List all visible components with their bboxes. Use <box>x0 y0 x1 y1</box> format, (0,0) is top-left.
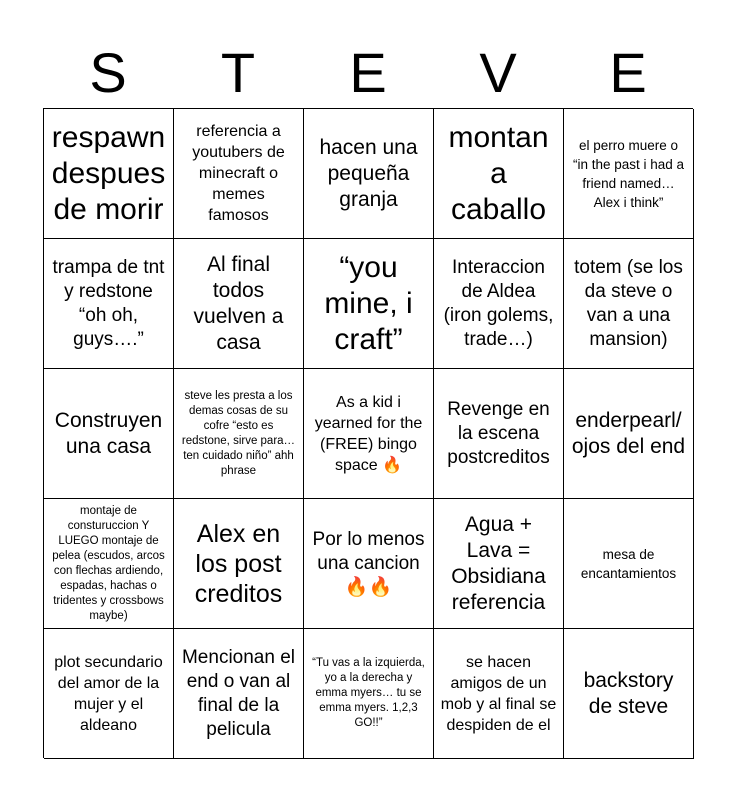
title-letter-e2: E <box>609 41 647 104</box>
cell-text: montan a caballo <box>448 120 549 226</box>
cell-text: Construyen una casa <box>54 408 163 458</box>
bingo-cell[interactable] <box>44 239 174 369</box>
cell-text: Mencionan el end o van al final de la pelicula <box>181 646 296 740</box>
bingo-cell[interactable] <box>44 629 174 759</box>
bingo-cell[interactable] <box>174 109 304 239</box>
bingo-cell[interactable] <box>564 629 694 759</box>
bingo-title <box>43 38 693 108</box>
cell-text: enderpearl/ ojos del end <box>571 408 686 458</box>
bingo-cell[interactable] <box>304 239 434 369</box>
cell-text: totem (se los da steve o van a una mansion) <box>574 256 683 350</box>
cell-text: Por lo menos una cancion 🔥🔥 <box>312 528 425 598</box>
bingo-cell[interactable] <box>434 629 564 759</box>
cell-text: mesa de encantamientos <box>580 546 677 581</box>
bingo-cell[interactable] <box>174 629 304 759</box>
bingo-cell[interactable] <box>564 499 694 629</box>
bingo-cell[interactable] <box>304 109 434 239</box>
bingo-cell[interactable] <box>174 499 304 629</box>
bingo-grid <box>43 108 693 758</box>
bingo-cell[interactable] <box>44 499 174 629</box>
cell-text: “you mine, i craft” <box>324 250 413 356</box>
bingo-cell[interactable] <box>434 499 564 629</box>
bingo-cell[interactable] <box>174 369 304 499</box>
cell-text: plot secundario del amor de la mujer y el aldeano <box>54 653 163 734</box>
bingo-cell[interactable] <box>44 369 174 499</box>
bingo-cell[interactable] <box>564 109 694 239</box>
cell-text: referencia a youtubers de minecraft o memes famosos <box>192 123 285 224</box>
cell-text: backstory de steve <box>583 668 674 718</box>
cell-text: steve les presta a los demas cosas de su cofre “esto es redstone, sirve para… ten cuidado niño” ahh phrase <box>181 389 296 477</box>
bingo-cell[interactable] <box>304 629 434 759</box>
free-space-cell[interactable] <box>304 369 434 499</box>
bingo-cell[interactable] <box>174 239 304 369</box>
cell-text: Alex en los post creditos <box>194 519 283 608</box>
cell-text: Revenge en la escena postcreditos <box>447 398 550 468</box>
title-letter-t: T <box>220 41 256 104</box>
cell-text: montaje de consturuccion Y LUEGO montaje de pelea (escudos, arcos con flechas ardiendo, espadas, hachas o tridentes y crossbows maybe) <box>52 504 165 622</box>
cell-text: “Tu vas a la izquierda, yo a la derecha y emma myers… tu se emma myers. 1,2,3 GO!!” <box>312 657 425 729</box>
bingo-cell[interactable] <box>304 499 434 629</box>
bingo-cell[interactable] <box>44 109 174 239</box>
bingo-cell[interactable] <box>434 239 564 369</box>
cell-text: se hacen amigos de un mob y al final se despiden de el <box>440 653 557 734</box>
title-letter-s: S <box>89 41 127 104</box>
title-letter-v: V <box>479 41 517 104</box>
bingo-cell[interactable] <box>564 239 694 369</box>
cell-text: trampa de tnt y redstone “oh oh, guys….” <box>52 256 165 350</box>
cell-text: respawn despues de morir <box>51 120 166 226</box>
cell-text: hacen una pequeña granja <box>319 135 418 211</box>
bingo-cell[interactable] <box>434 109 564 239</box>
title-letter-e: E <box>349 41 387 104</box>
bingo-cell[interactable] <box>434 369 564 499</box>
cell-text: el perro muere o “in the past i had a friend named… Alex i think” <box>572 137 685 210</box>
cell-text: As a kid i yearned for the (FREE) bingo space 🔥 <box>314 393 423 474</box>
cell-text: Agua + Lava = Obsidiana referencia <box>451 512 546 614</box>
cell-text: Al final todos vuelven a casa <box>193 252 284 354</box>
cell-text: Interaccion de Aldea (iron golems, trade…) <box>443 256 554 350</box>
bingo-cell[interactable] <box>564 369 694 499</box>
